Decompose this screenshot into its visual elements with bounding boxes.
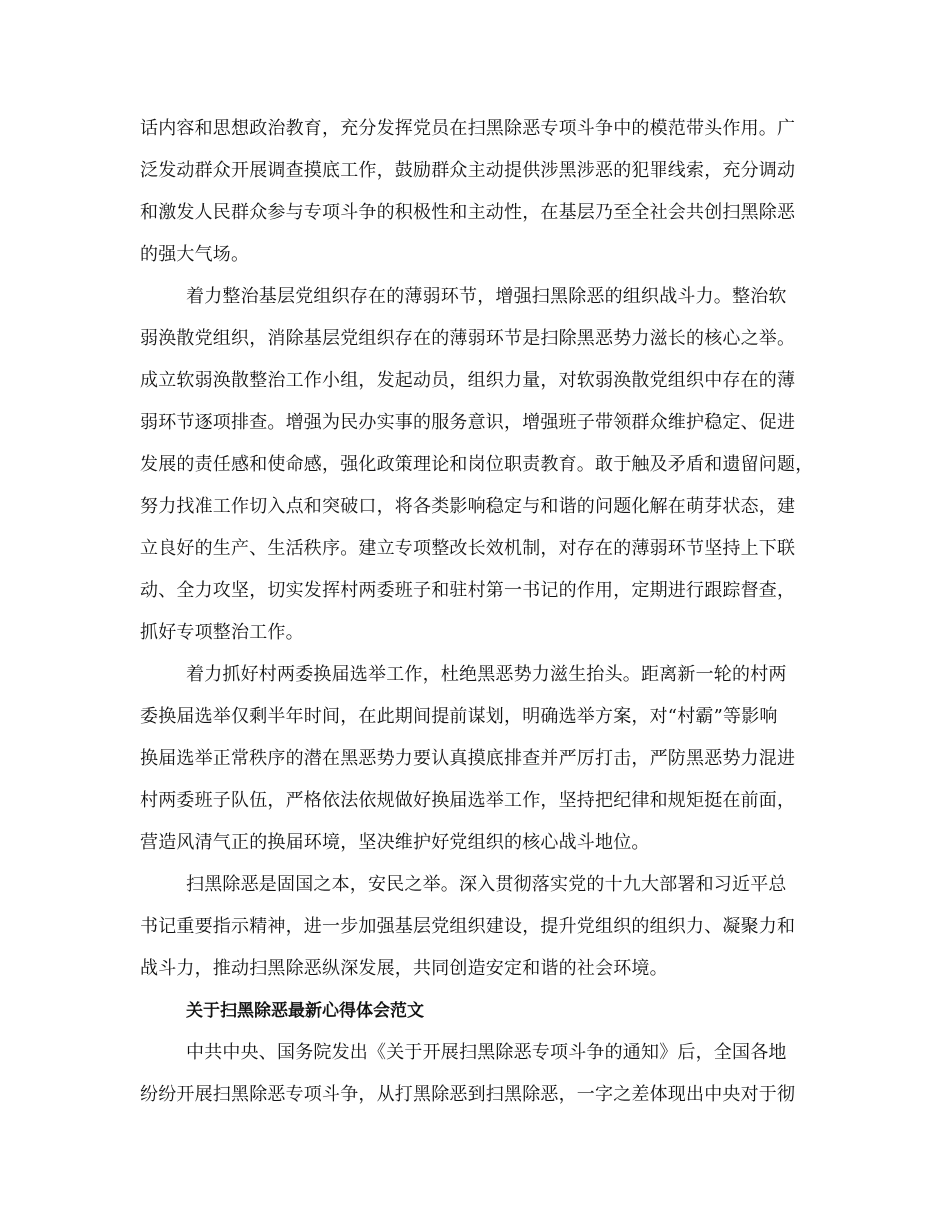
paragraph-2-line-4: 弱环节逐项排查。增强为民办实事的服务意识，增强班子带领群众维护稳定、促进 bbox=[140, 412, 796, 433]
paragraph-4-line-3: 战斗力，推动扫黑除恶纵深发展，共同创造安定和谐的社会环境。 bbox=[140, 958, 668, 979]
paragraph-3-line-5: 营造风清气正的换届环境，坚决维护好党组织的核心战斗地位。 bbox=[140, 832, 650, 853]
paragraph-1-line-1: 话内容和思想政治教育，充分发挥党员在扫黑除恶专项斗争中的模范带头作用。广 bbox=[140, 118, 796, 139]
paragraph-2-line-5: 发展的责任感和使命感，强化政策理论和岗位职责教育。敢于触及矛盾和遗留问题， bbox=[140, 454, 814, 475]
paragraph-3 bbox=[140, 654, 820, 864]
paragraph-5-line-1: 中共中央、国务院发出《关于开展扫黑除恶专项斗争的通知》后，全国各地 bbox=[186, 1042, 787, 1063]
paragraph-2-line-9: 抓好专项整治工作。 bbox=[140, 622, 304, 643]
section-heading: 关于扫黑除恶最新心得体会范文 bbox=[186, 1001, 424, 1021]
document-body bbox=[140, 108, 820, 1116]
paragraph-5-line-2: 纷纷开展扫黑除恶专项斗争，从打黑除恶到扫黑除恶，一字之差体现出中央对于彻 bbox=[140, 1084, 796, 1105]
paragraph-2-line-1: 着力整治基层党组织存在的薄弱环节，增强扫黑除恶的组织战斗力。整治软 bbox=[186, 286, 787, 307]
paragraph-1-line-4: 的强大气场。 bbox=[140, 244, 250, 265]
paragraph-1 bbox=[140, 108, 820, 276]
paragraph-2-line-8: 动、全力攻坚，切实发挥村两委班子和驻村第一书记的作用，定期进行跟踪督查， bbox=[140, 580, 796, 601]
paragraph-2-line-6: 努力找准工作切入点和突破口，将各类影响稳定与和谐的问题化解在萌芽状态，建 bbox=[140, 496, 796, 517]
paragraph-2-line-2: 弱涣散党组织，消除基层党组织存在的薄弱环节是扫除黑恶势力滋长的核心之举。 bbox=[140, 328, 796, 349]
paragraph-2-line-7: 立良好的生产、生活秩序。建立专项整改长效机制，对存在的薄弱环节坚持上下联 bbox=[140, 538, 796, 559]
paragraph-2 bbox=[140, 276, 820, 654]
paragraph-4-line-2: 书记重要指示精神，进一步加强基层党组织建设，提升党组织的组织力、凝聚力和 bbox=[140, 916, 796, 937]
paragraph-5 bbox=[140, 1032, 820, 1116]
paragraph-1-line-3: 和激发人民群众参与专项斗争的积极性和主动性，在基层乃至全社会共创扫黑除恶 bbox=[140, 202, 796, 223]
paragraph-1-line-2: 泛发动群众开展调查摸底工作，鼓励群众主动提供涉黑涉恶的犯罪线索，充分调动 bbox=[140, 160, 796, 181]
paragraph-4-line-1: 扫黑除恶是固国之本，安民之举。深入贯彻落实党的十九大部署和习近平总 bbox=[186, 874, 787, 895]
paragraph-4 bbox=[140, 864, 820, 990]
paragraph-3-line-3: 换届选举正常秩序的潜在黑恶势力要认真摸底排查并严厉打击，严防黑恶势力混进 bbox=[140, 748, 796, 769]
paragraph-3-line-4: 村两委班子队伍，严格依法依规做好换届选举工作，坚持把纪律和规矩挺在前面， bbox=[140, 790, 796, 811]
paragraph-2-line-3: 成立软弱涣散整治工作小组，发起动员，组织力量，对软弱涣散党组织中存在的薄 bbox=[140, 370, 796, 391]
paragraph-3-line-1: 着力抓好村两委换届选举工作，杜绝黑恶势力滋生抬头。距离新一轮的村两 bbox=[186, 664, 787, 685]
paragraph-3-line-2: 委换届选举仅剩半年时间，在此期间提前谋划，明确选举方案，对“村霸”等影响 bbox=[140, 706, 778, 727]
